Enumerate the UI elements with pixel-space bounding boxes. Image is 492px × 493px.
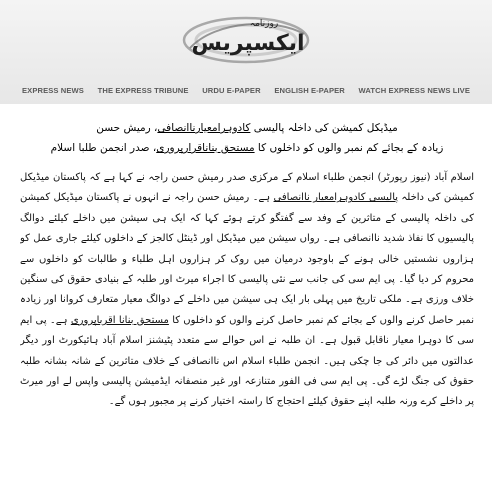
body-underlined: مستحق بنانا اقرباپروری bbox=[70, 314, 169, 326]
masthead bbox=[0, 0, 492, 104]
subhead-part: ، صدر انجمن طلبا اسلام bbox=[50, 142, 157, 154]
headline-part: میڈیکل کمیشن کی داخلہ پالیسی bbox=[250, 122, 398, 134]
logo-main-text: ایکسپریس bbox=[191, 31, 305, 56]
headline-main bbox=[20, 118, 474, 138]
headline-part: ، رمیش حسن bbox=[96, 122, 158, 134]
headline-underlined: کادوہرامعیارناانصافی bbox=[157, 122, 251, 134]
nav-urdu-epaper[interactable]: URDU E-PAPER bbox=[202, 85, 261, 95]
subhead-underlined: مستحق بناناقرارپروری bbox=[156, 142, 255, 154]
body-text: ہے۔ رمیش حسن راجہ نے انہوں نے پاکستان میڈیکل کمیشن کی داخلہ پالیسی کے متاثرین کے وفد سے گفتگو کرتے ہوئے کہا کہ ایک ہی سیشن میں داخلے کیلئے دوالگ پالیسیوں کا نفاذ شدید ناانصافی ہے۔ رواں سیشن میں میڈیکل اور ڈینٹل کالجز کے داخلوں کیلئے جاری عمل کو ہزاروں نشستیں خالی ہونے کے باوجود درمیان میں روک کر ہزاروں اہل طلباء و طالبات کو داخلوں سے محروم کر دیا گیا۔ پی ایم سی کی جانب سے نئی پالیسی کا اجراء میرٹ اور طلبہ کے بنیادی حقوق کی سنگین خلاف ورزی ہے۔ ملکی تاریخ میں پہلی بار ایک ہی سیشن میں داخلے کے دوالگ معیار متعارف کروانا اور زیادہ نمبر حاصل کرنے والوں کے بجائے کم نمبر حاصل کرنے والوں کو داخلوں کا bbox=[20, 192, 474, 326]
article bbox=[20, 118, 474, 488]
nav-english-epaper[interactable]: ENGLISH E-PAPER bbox=[274, 85, 345, 95]
logo-small-text: روزنامہ bbox=[249, 19, 279, 29]
nav-express-news[interactable]: EXPRESS NEWS bbox=[22, 85, 84, 95]
express-logo[interactable] bbox=[176, 10, 316, 68]
article-body bbox=[20, 168, 474, 413]
body-text: اسلام آباد (نیوز رپورٹر) انجمن طلباء اسلام کے مرکزی صدر رمیش حسن راجہ نے کہا ہے کہ پاکستان میڈیکل کمیشن کی داخلہ bbox=[20, 172, 474, 204]
subhead-part: زیادہ کے بجائے کم نمبر والوں کو داخلوں کا bbox=[254, 142, 444, 154]
headline-sub bbox=[20, 138, 474, 158]
nav-express-tribune[interactable]: THE EXPRESS TRIBUNE bbox=[97, 85, 189, 95]
body-underlined: پالیسی کادوہرامعیار ناانصافی bbox=[273, 192, 399, 204]
top-nav bbox=[0, 80, 492, 100]
body-text: ہے۔ پی ایم سی کا دوہرا معیار ناقابل قبول ہے۔ ان طلبہ نے اس حوالے سے متعدد پٹیشنز اسلام آباد ہائیکورٹ اور دیگر عدالتوں میں دائر کی جا چکی ہیں۔ انجمن طلباء اسلام اس ناانصافی کے خلاف متاثرین کے شانہ بشانہ طلبہ حقوق کی جنگ لڑے گی۔ پی ایم سی فی الفور متنازعہ اور غیر منصفانہ ایڈمیشن پالیسی واپس لے اور میرٹ پر داخلے کرے ورنہ طلبہ اپنے حقوق کیلئے احتجاج کا راستہ اختیار کرنے پر مجبور ہوں گے۔ bbox=[20, 314, 474, 408]
nav-watch-live[interactable]: WATCH EXPRESS NEWS LIVE bbox=[358, 85, 470, 95]
